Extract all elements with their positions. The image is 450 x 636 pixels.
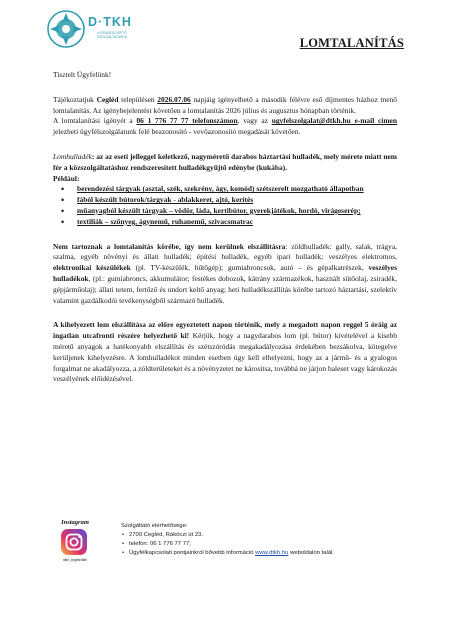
- dtkh-logo-icon: [46, 9, 86, 49]
- instagram-handle: dtkh_cegled/dtkh: [62, 558, 88, 562]
- list-item: • berendezési tárgyak (asztal, szék, szekrény, ágy, komód) szétszerelt mozgatható állapotban: [77, 184, 397, 195]
- logo-name: D·TKH: [88, 15, 132, 29]
- paragraph-intro: [53, 95, 397, 117]
- collection-rule: A kihelyezett lom elszállítása az előre egyeztetett napon történik, mely a megadott napon reggel 5 óráig az ingatlan utcafronti részére helyezhető ki!: [53, 320, 397, 341]
- examples-title: Például:: [53, 173, 80, 183]
- list-item: • fából készült bútorok/tárgyak - ablakkeret, ajtó, kerítés: [77, 195, 397, 206]
- letter-body: [53, 70, 397, 385]
- intro-text-mid: településen: [118, 94, 158, 104]
- exclusions-text-c: (pl. TV-készülék, hűtőgép); gumiabroncsok, autó – és gépalkatrészek,: [130, 263, 369, 273]
- website-link[interactable]: www.dtkh.hu: [255, 550, 289, 556]
- definition-text: : az az eseti jelleggel keletkező, nagyméretű darabos háztartási hulladék, mely mérete miatt nem fér a közszolgáltatáshoz rendszeresített hulladékgyűjtő edénybe (kukába).: [53, 151, 397, 172]
- paragraph-definition: [53, 152, 397, 174]
- exclusions-text-a: : zöldhulladék: gally, salak, trágya, szalma, egyéb növényi és állati hulladék; építési hulladék, egyéb ipari hulladék; veszélyes elektromos,: [53, 241, 397, 262]
- exclusions-hazardous: veszélyes hulladékok: [53, 263, 397, 283]
- footer: [56, 519, 416, 619]
- website-info-end: weboldalon talál.: [288, 550, 334, 556]
- paragraph-contact: [53, 116, 397, 138]
- collection-text: Kérjük, hogy a nagydarabos lom (pl. bútor) kivételével a kisebb méretű anyagok a hatékonyabb elszállítás és szétszóródás megakadályozása érdekében bezsákolva, kötegelve kerüljenek kihelyezésre. A lomhulladékot minden esetben úgy kell elhelyezni, hogy az a jármű- és a gyalogos forgalmat ne akadályozza, a zöldterületeket és a növényzetet ne károsítsa, továbbá ne járjon baleset vagy károkozás veszélyének előidézésével.: [53, 331, 397, 384]
- intro-text-end: napjáig igényelhető a második félévre eső díjmentes házhoz menő lomtalanítás. Az igénybejelentést követően a lomtalanítás 2026 július és augusztus hónapban történik.: [53, 94, 397, 115]
- logo-subtitle: A PENGESZ ÉPÍTŐ SZOLGÁLTATÁSOK: [97, 31, 127, 39]
- contact-text-mid: , vagy az: [237, 116, 272, 126]
- definition-term: Lomhulladék: [53, 151, 92, 161]
- exclusions-electronics: elektronikai készülékek: [53, 263, 131, 273]
- examples-list: [53, 184, 397, 227]
- phone-item: • telefon: 06 1 776 77 77;: [121, 540, 334, 549]
- phone-link[interactable]: 06 1 776 77 77 telefonszámon: [136, 116, 238, 126]
- paragraph-collection: [53, 320, 397, 385]
- list-item: • műanyagból készült tárgyak – vödör, láda, kertibútor, gyerekjátékok, hordó, virágeserép;: [77, 206, 397, 217]
- list-item: • textiliák – szőnyeg, ágynemű, ruhanemű, szivacsmatrac: [77, 217, 397, 228]
- intro-text-start: Tájékoztatjuk: [53, 94, 97, 104]
- instagram-icon[interactable]: [61, 529, 87, 555]
- document-title: LOMTALANÍTÁS: [299, 36, 404, 50]
- instagram-label: Instagram: [61, 519, 89, 526]
- website-info-text: Ügyfélkapcsolati pontjainkról bővebb információ: [129, 550, 256, 556]
- contact-text-start: A lomtalanítási igényét a: [53, 116, 137, 126]
- contact-text-end: jelezheti ügyfélszolgálatunk felé beazonosító - vevőazonosító megadását követően.: [53, 127, 301, 137]
- company-logo: [46, 9, 136, 49]
- address-item: • 2700 Cegléd, Rákóczi út 23.: [121, 531, 334, 540]
- contact-title: Szolgáltató elérhetősége:: [121, 523, 188, 529]
- greeting: Tisztelt Ügyfelünk!: [53, 70, 112, 79]
- email-link[interactable]: ugyfelszolgalat@dtkh.hu e-mail címen: [271, 116, 397, 126]
- exclusions-text-d: , (pl.: gumiabroncs, akkumulátor; festékes dobozok, kátrány származékok, használt sütőolaj, zsiradék, gépjárműolaj); állati tetem, fertőző és undort keltő anyag; heti hulladékszállítás körébe tartozó háztartási, szelektív valamint gazdálkodói tevékenységből származó hulladék.: [53, 273, 397, 305]
- contact-list: [121, 531, 334, 558]
- deadline-date: 2026.07.06: [157, 94, 191, 104]
- website-info-item: [121, 549, 334, 558]
- exclusions-heading: Nem tartoznak a lomtalanítás körébe, így nem kerülnek elszállításra: [53, 241, 286, 251]
- town-name: Cegléd: [96, 94, 119, 104]
- paragraph-exclusions: [53, 242, 397, 307]
- contact-block: [121, 522, 334, 558]
